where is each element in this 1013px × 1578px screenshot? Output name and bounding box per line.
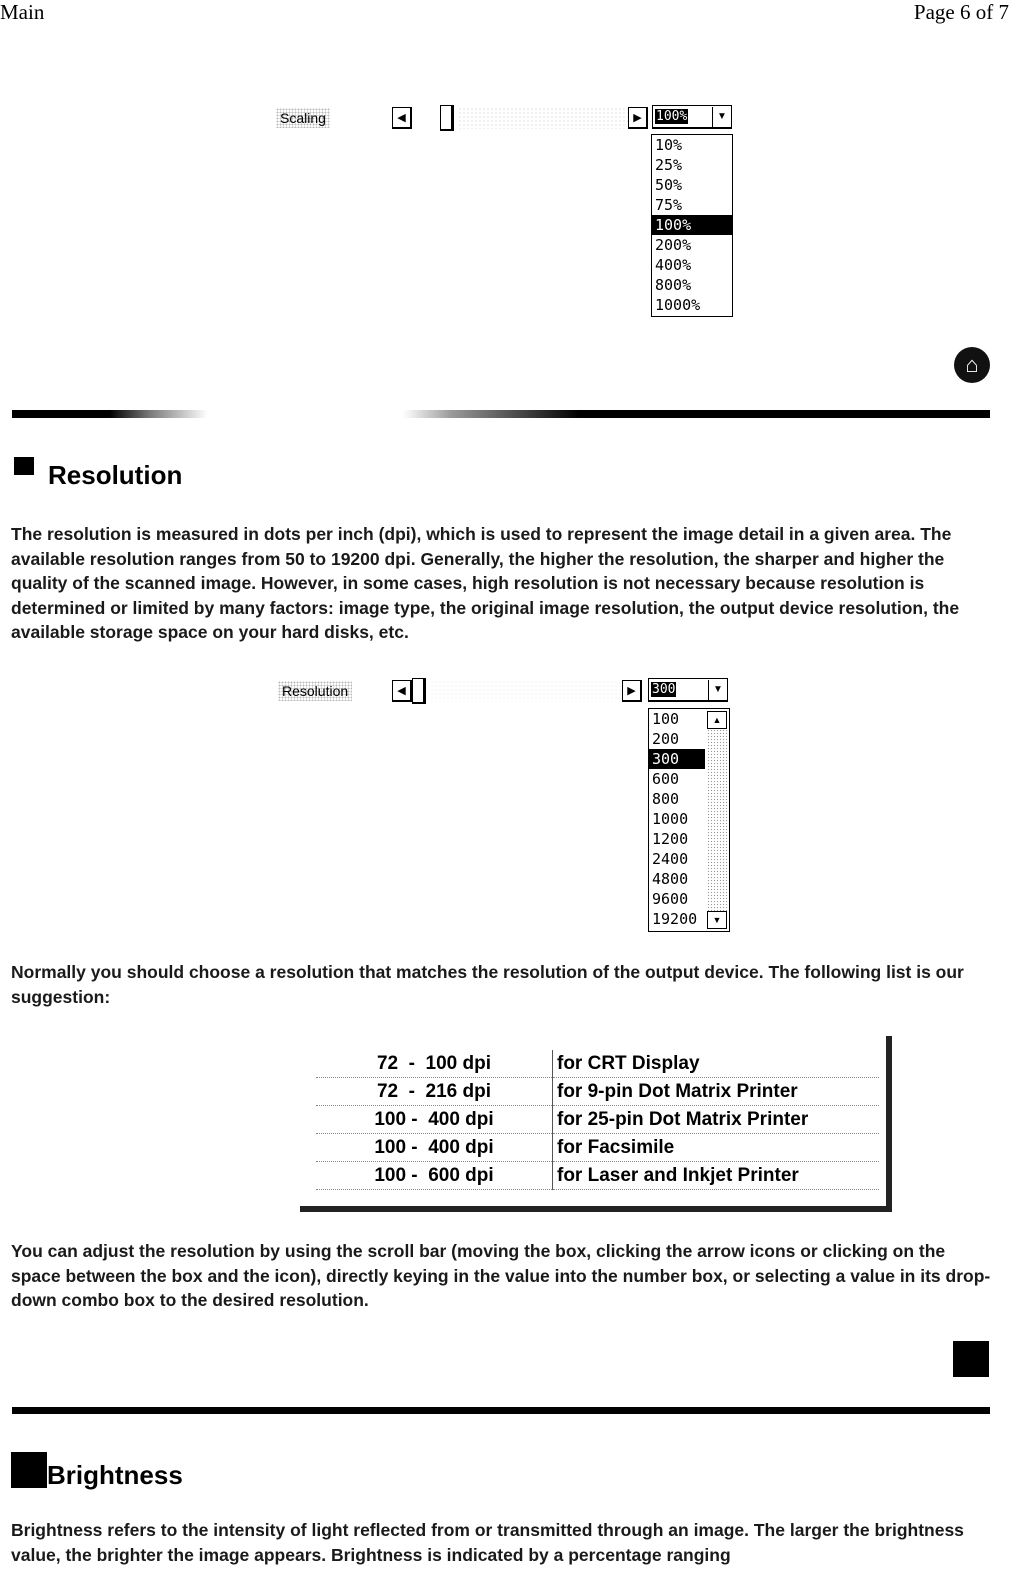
brightness-intro: Brightness refers to the intensity of light reflected from or transmitted through an image. The larger the brightness value, the brighter the image appears. Brightness is indicated by a percentage ranging: [11, 1520, 964, 1565]
resolution-value[interactable]: 300: [652, 682, 676, 697]
chevron-down-icon[interactable]: ▼: [708, 680, 727, 700]
scaling-combo[interactable]: [652, 105, 732, 129]
resolution-combo[interactable]: [648, 678, 728, 702]
resolution-intro: The resolution is measured in dots per inch (dpi), which is used to represent the image detail in a given area. The available resolution ranges from 50 to 19200 dpi. Generally, the higher the resolution, the sharper and higher the quality of the scanned image. However, in some cases, high resolution is not necessary because resolution is determined or limited by many factors: image type, the original image resolution, the output device resolution, the available storage space on your hard disks, etc.: [11, 524, 960, 642]
resolution-option[interactable]: 1000: [652, 810, 689, 828]
scaling-left-arrow[interactable]: ◀: [392, 107, 412, 129]
scaling-option[interactable]: 50%: [655, 176, 683, 194]
scaling-right-arrow[interactable]: ▶: [628, 107, 648, 129]
suggestion-text: Normally you should choose a resolution that matches the resolution of the output device. The following list is our suggestion:: [11, 962, 964, 1007]
dpi-range: 100 - 600 dpi: [316, 1162, 553, 1190]
resolution-list-scrollbar[interactable]: [707, 711, 727, 929]
scaling-option[interactable]: 10%: [655, 136, 683, 154]
resolution-right-arrow[interactable]: ▶: [622, 680, 642, 702]
section-bullet-icon: [11, 1452, 47, 1488]
resolution-option[interactable]: 4800: [652, 870, 689, 888]
resolution-slider-thumb[interactable]: [412, 678, 426, 704]
scaling-label: Scaling: [276, 108, 330, 128]
scaling-option[interactable]: 100%: [652, 215, 732, 235]
brightness-title: Brightness: [47, 1460, 183, 1490]
adjust-text: You can adjust the resolution by using the scroll bar (moving the box, clicking the arrow icons or clicking on the space between the box and the icon), directly keying in the value into the number box, or selecting a value in its drop-down combo box to the desired resolution.: [11, 1241, 991, 1310]
scaling-option[interactable]: 25%: [655, 156, 683, 174]
device-use: for Facsimile: [553, 1134, 880, 1162]
resolution-option[interactable]: 800: [652, 790, 680, 808]
table-row: [316, 1162, 879, 1190]
resolution-option[interactable]: 2400: [652, 850, 689, 868]
page-number: Page 6 of 7: [913, 0, 1009, 24]
scaling-option[interactable]: 800%: [655, 276, 692, 294]
section-divider: [12, 1407, 990, 1414]
resolution-slider-track[interactable]: [430, 680, 622, 702]
table-row: [316, 1106, 879, 1134]
scaling-control: [272, 103, 732, 135]
device-use: for Laser and Inkjet Printer: [553, 1162, 880, 1190]
table-row: [316, 1050, 879, 1078]
scaling-options-list[interactable]: [651, 134, 733, 317]
scaling-slider-thumb[interactable]: [440, 105, 454, 131]
section-bullet-icon: [14, 457, 34, 475]
top-icon[interactable]: [953, 1341, 989, 1377]
table-row: [316, 1134, 879, 1162]
scaling-option[interactable]: 200%: [655, 236, 692, 254]
resolution-table: [316, 1050, 879, 1190]
scaling-value[interactable]: 100%: [656, 109, 688, 124]
home-icon[interactable]: [954, 347, 990, 383]
scaling-slider-track[interactable]: [458, 107, 630, 129]
device-use: for 9-pin Dot Matrix Printer: [553, 1078, 880, 1106]
dpi-range: 100 - 400 dpi: [316, 1134, 553, 1162]
scaling-option[interactable]: 400%: [655, 256, 692, 274]
resolution-title: Resolution: [48, 460, 183, 490]
device-use: for CRT Display: [553, 1050, 880, 1078]
header-left: Main: [0, 0, 45, 24]
resolution-left-arrow[interactable]: ◀: [392, 680, 412, 702]
dpi-range: 72 - 100 dpi: [316, 1050, 553, 1078]
resolution-label: Resolution: [278, 681, 352, 701]
home-glyph: ⌂: [965, 352, 979, 377]
scroll-up-icon[interactable]: ▲: [707, 711, 727, 729]
resolution-option[interactable]: 19200: [652, 910, 698, 928]
resolution-option[interactable]: 600: [652, 770, 680, 788]
section-divider: [12, 410, 990, 418]
resolution-control: [278, 676, 738, 708]
dpi-range: 100 - 400 dpi: [316, 1106, 553, 1134]
dpi-range: 72 - 216 dpi: [316, 1078, 553, 1106]
chevron-down-icon[interactable]: ▼: [712, 107, 731, 127]
resolution-option[interactable]: 9600: [652, 890, 689, 908]
resolution-option[interactable]: 1200: [652, 830, 689, 848]
scroll-down-icon[interactable]: ▼: [707, 911, 727, 929]
resolution-options-list[interactable]: [648, 708, 730, 932]
device-use: for 25-pin Dot Matrix Printer: [553, 1106, 880, 1134]
resolution-option[interactable]: 200: [652, 730, 680, 748]
scaling-option[interactable]: 75%: [655, 196, 683, 214]
resolution-option[interactable]: 300: [649, 749, 705, 769]
scaling-option[interactable]: 1000%: [655, 296, 701, 314]
table-row: [316, 1078, 879, 1106]
resolution-option[interactable]: 100: [652, 710, 680, 728]
